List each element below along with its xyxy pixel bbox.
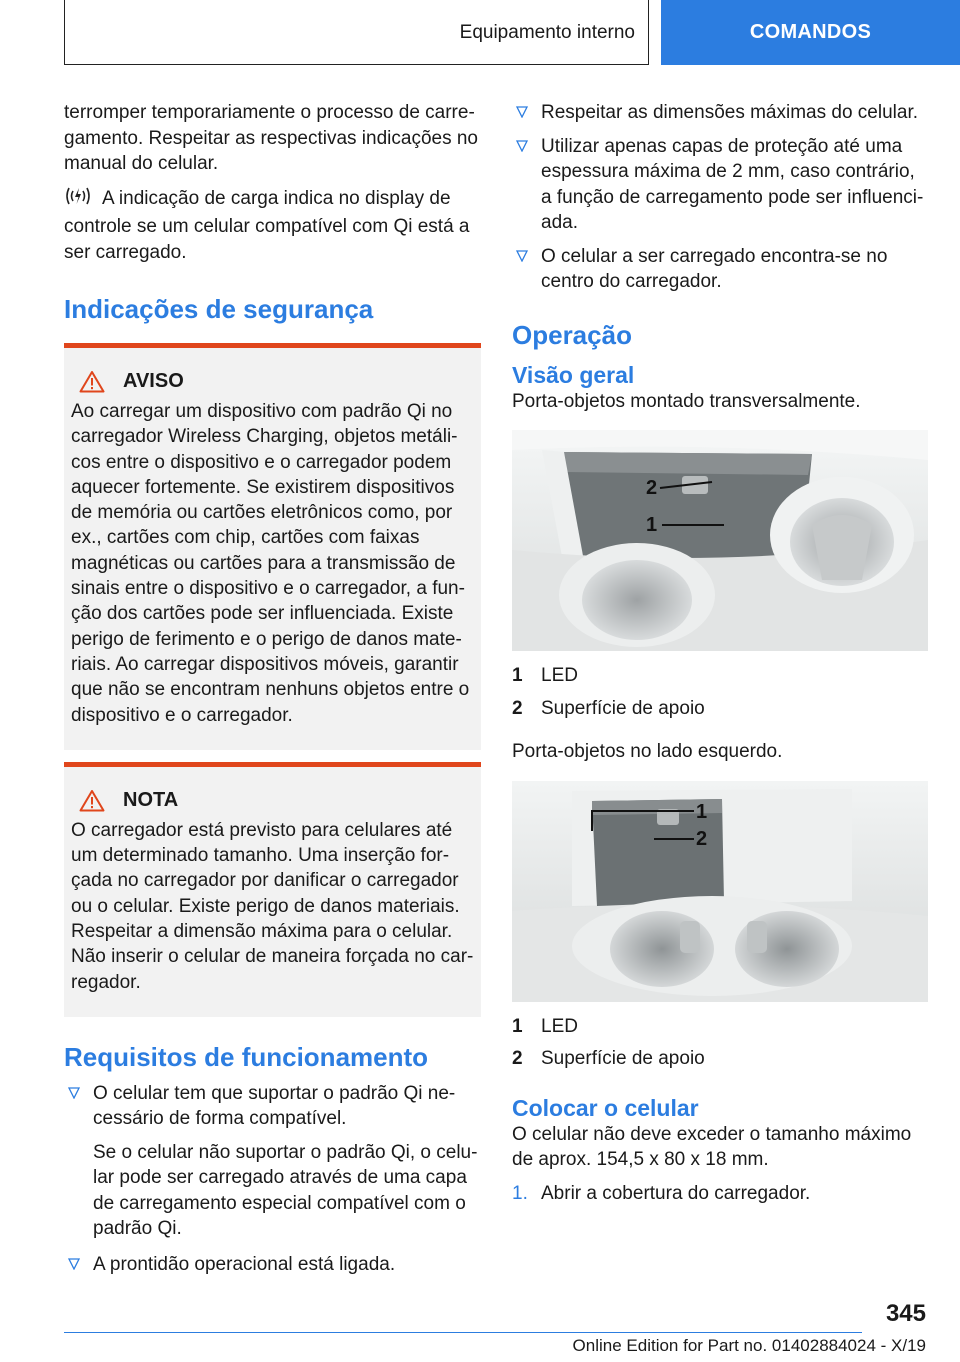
caution-triangle-icon [79, 789, 105, 812]
intro-paragraph: terromper temporariamente o processo de carre-gamento. Respeitar as respectivas indicações no manual do celular. [64, 102, 479, 174]
warning-box [64, 343, 481, 750]
figure-callout: 1 [696, 800, 708, 823]
safety-heading: Indicações de segurança [64, 294, 374, 324]
warning-triangle-icon [79, 370, 105, 393]
figure-callout: 1 [646, 514, 658, 536]
bullet-triangle-icon [516, 140, 528, 152]
legend-item [512, 696, 928, 722]
header-section-title: Equipamento interno [459, 21, 635, 43]
wireless-charging-icon [64, 185, 92, 215]
list-item [64, 1252, 481, 1278]
bullet-triangle-icon [68, 1087, 80, 1099]
place-phone-heading: Colocar o celular [512, 1094, 699, 1121]
left-column [64, 100, 481, 1277]
overview-heading: Visão geral [512, 361, 635, 388]
warning-title-text: AVISO [123, 370, 184, 392]
legend-item [512, 1046, 928, 1072]
place-phone-text: O celular não deve exceder o tamanho máximo de aprox. 154,5 x 80 x 18 mm. [512, 1123, 912, 1170]
note-text: O carregador está previsto para celulares até um determinado tamanho. Uma inserção for-çada no carregador por danificar o carregador ou o celular. Existe perigo de danos materiais. Respeitar a dimensão máxima para o celular. Não inserir o celular de maneira forçada no car-regador. [71, 819, 474, 993]
overview-text: Porta-objetos montado transversalmente. [512, 390, 861, 412]
legend-number: 1 [512, 1015, 523, 1037]
legend-label: Superfície de apoio [541, 697, 705, 719]
list-item [512, 1181, 928, 1207]
footer-divider [64, 1332, 862, 1333]
legend-label: LED [541, 1015, 578, 1037]
bullet-triangle-icon [68, 1258, 80, 1270]
legend-number: 1 [512, 665, 523, 686]
legend-label: Superfície de apoio [541, 1048, 705, 1069]
list-item-text: O celular tem que suportar o padrão Qi ne-cessário de forma compatível. [93, 1082, 456, 1130]
requirements-heading: Requisitos de funcionamento [64, 1041, 429, 1072]
list-item-text: O celular a ser carregado encontra-se no centro do carregador. [541, 245, 888, 292]
requirements-list [64, 1081, 481, 1278]
list-item [512, 100, 928, 126]
left-side-text: Porta-objetos no lado esquerdo. [512, 741, 783, 762]
legend-item [512, 1014, 928, 1040]
note-title [79, 789, 474, 812]
console-photo-transverse [512, 430, 928, 651]
note-box [64, 762, 481, 1017]
warning-title [79, 370, 474, 393]
step-text: Abrir a cobertura do carregador. [541, 1182, 811, 1204]
header-chapter-tab[interactable]: COMANDOS [661, 0, 960, 65]
list-item [64, 1081, 481, 1242]
page-number: 345 [885, 1300, 926, 1327]
bullet-triangle-icon [516, 250, 528, 262]
footer-edition-text: Online Edition for Part no. 01402884024 - X/19 [572, 1336, 926, 1355]
legend-figure-2 [512, 1014, 928, 1072]
right-column [512, 100, 928, 1206]
console-photo-left-side [512, 781, 928, 1002]
note-title-text: NOTA [123, 788, 179, 811]
list-item [512, 134, 928, 236]
legend-number: 2 [512, 1048, 523, 1069]
warning-text: Ao carregar um dispositivo com padrão Qi no carregador Wireless Charging, objetos metáli-cos entre o dispositivo e o carregador podem aquecer fortemente. Se existirem dispositivos de memória ou cartões eletrônicos como, por ex., cartões com chip, cartões com faixas magnéticas ou cartões para a transmissão de sinais entre o dispositivo e o carregador, a fun-ção dos cartões pode ser influenciada. Existe perigo de ferimento e o perigo de danos mate-riais. Ao carregar dispositivos móveis, garantir que não se encontram nenhuns objetos entre o dispositivo e o carregador. [71, 401, 470, 726]
legend-label: LED [541, 665, 578, 686]
operation-heading: Operação [512, 319, 632, 350]
legend-number: 2 [512, 697, 523, 719]
charge-indicator-text: A indicação de carga indica no display de controle se um celular compatível com Qi está a ser carregado. [64, 187, 470, 263]
legend-item [512, 663, 928, 689]
requirements-continued-list [512, 100, 928, 295]
list-item-text: Utilizar apenas capas de proteção até uma espessura máxima de 2 mm, caso contrário, a função de carregamento pode ser influenci-ada. [541, 135, 924, 233]
list-item-text: A prontidão operacional está ligada. [93, 1253, 396, 1275]
figure-callout: 2 [696, 827, 708, 850]
charge-indicator-paragraph [64, 185, 481, 266]
legend-figure-1 [512, 663, 928, 721]
list-item [512, 244, 928, 295]
steps-list [512, 1181, 928, 1207]
list-item-subtext: Se o celular não suportar o padrão Qi, o celu-lar pode ser carregado através de uma capa de carregamento especial compatível com o padrão Qi. [93, 1141, 478, 1240]
figure-callout: 2 [646, 477, 658, 499]
list-item-text: Respeitar as dimensões máximas do celular. [541, 102, 919, 123]
step-number: 1. [512, 1182, 528, 1204]
bullet-triangle-icon [516, 106, 528, 118]
